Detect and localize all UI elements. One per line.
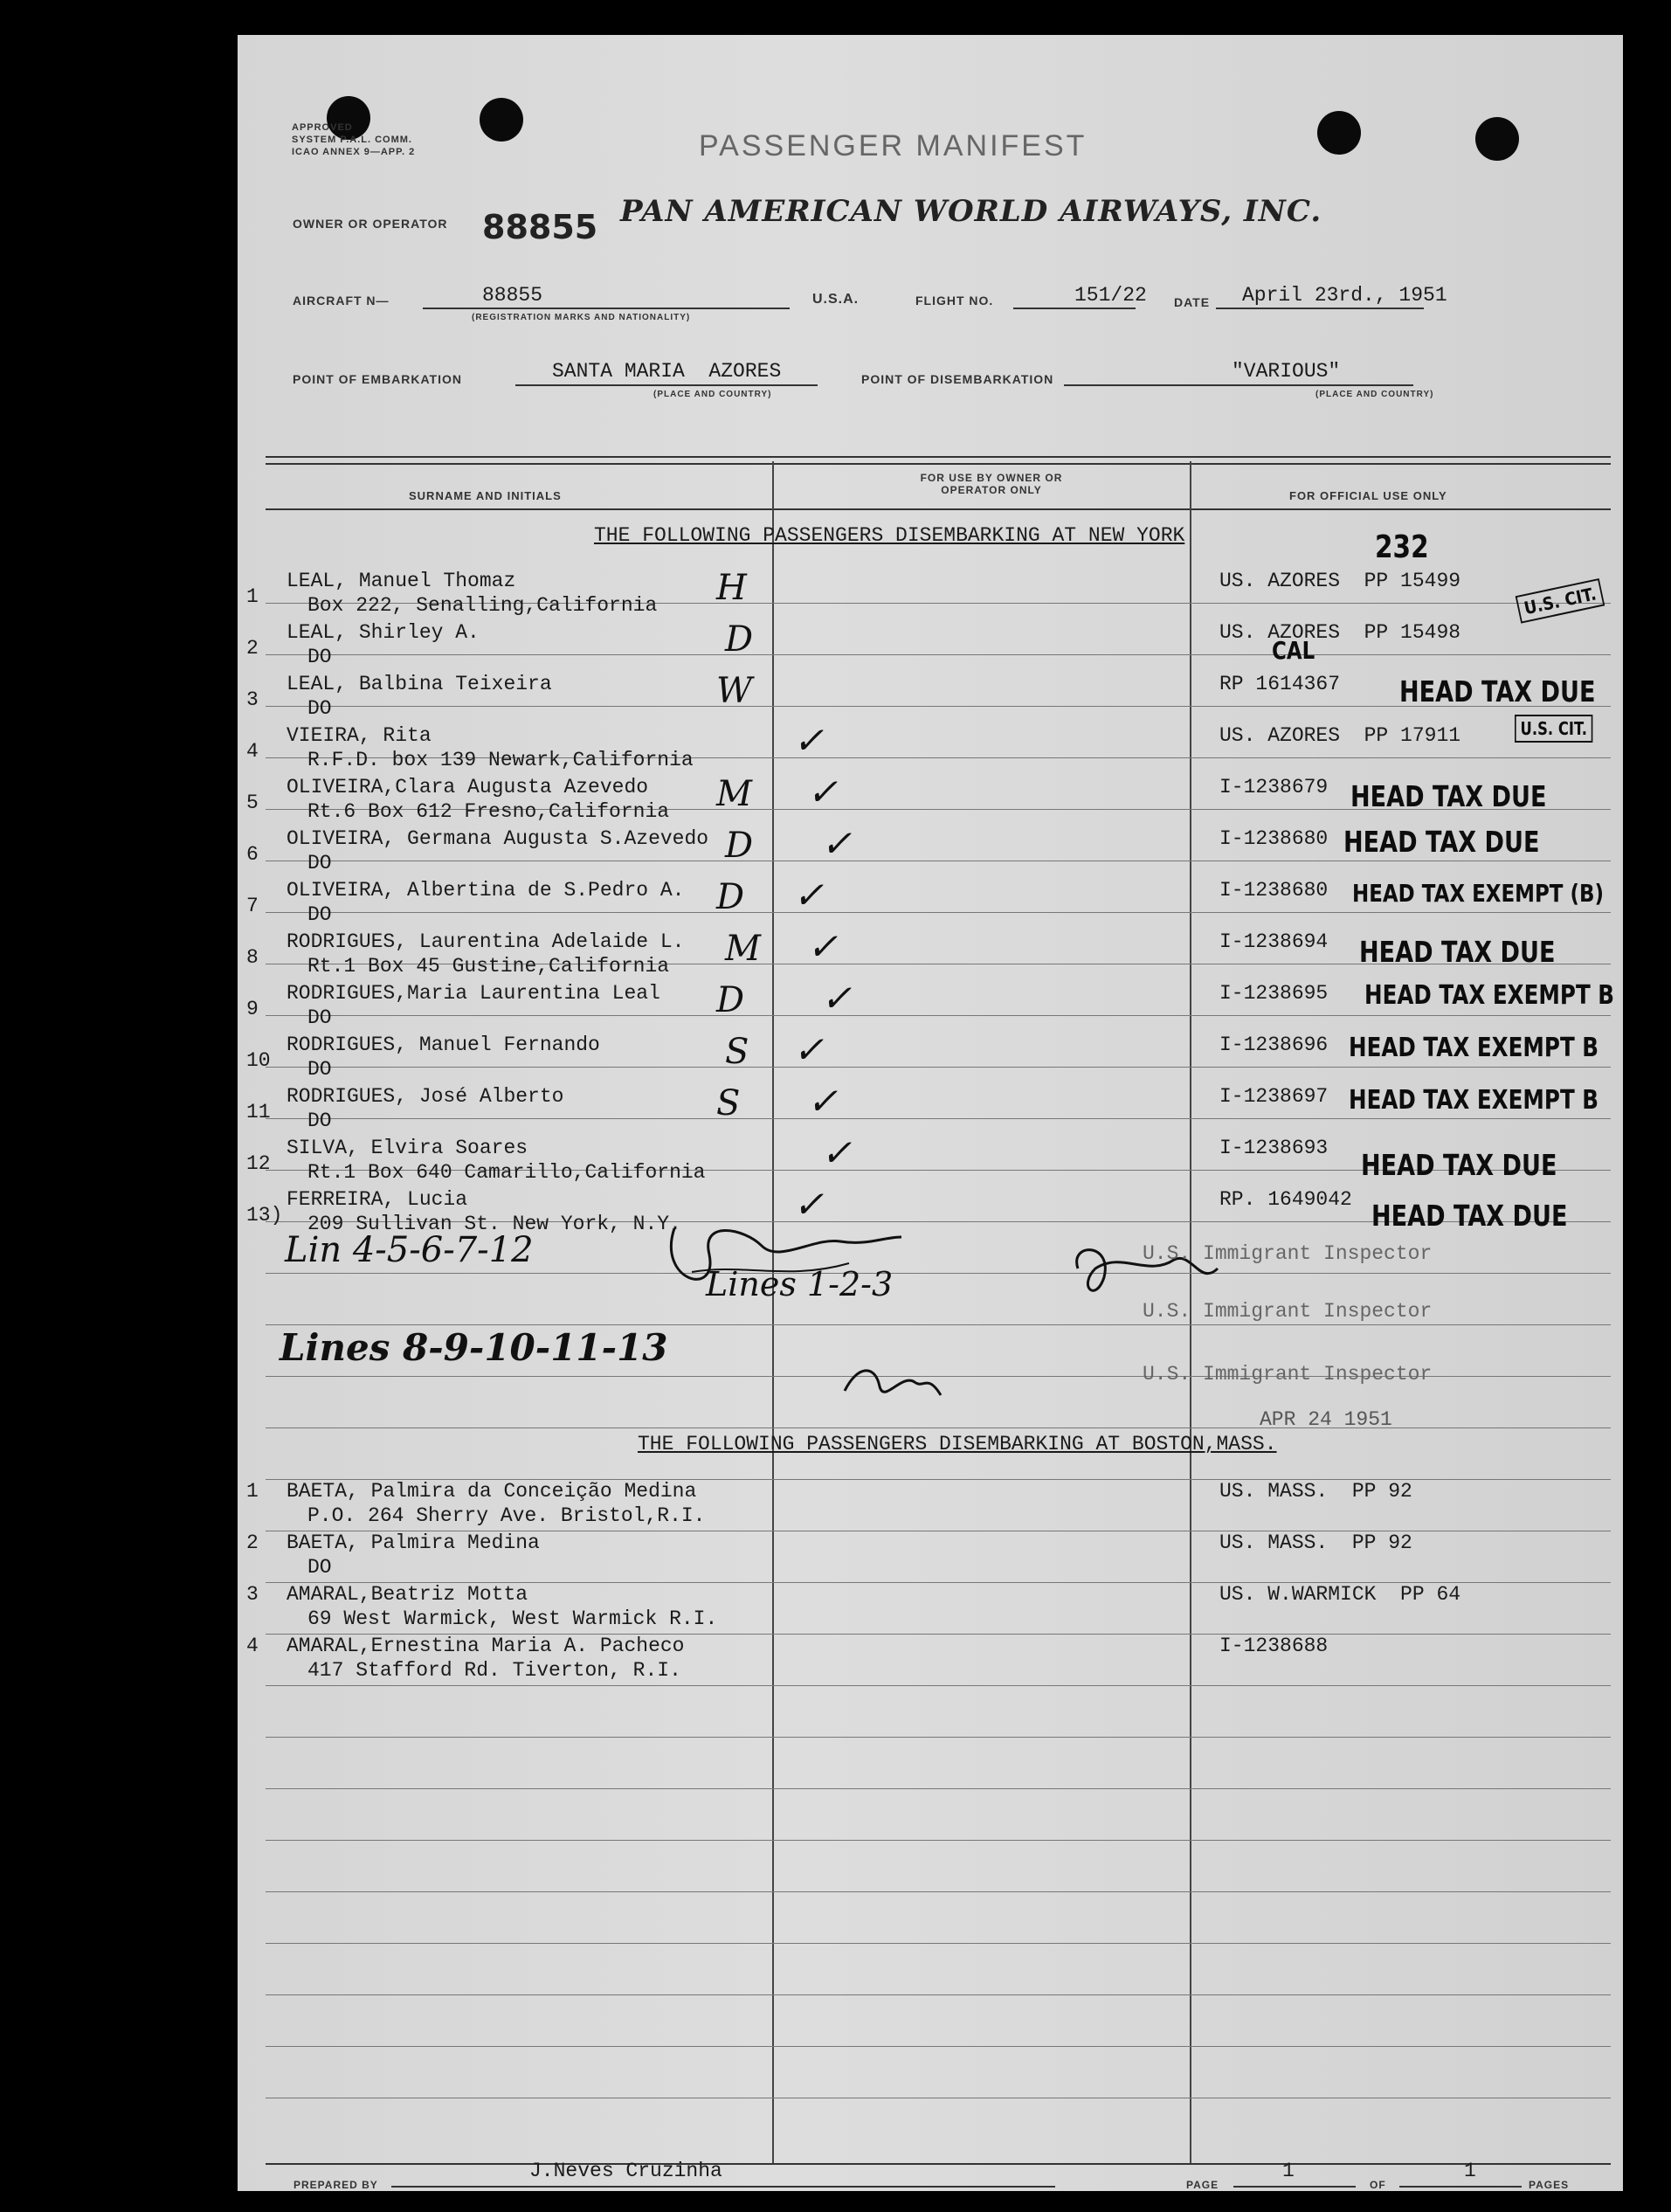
passenger-name: VIEIRA, Rita: [287, 724, 432, 747]
passenger-name: OLIVEIRA,Clara Augusta Azevedo: [287, 776, 649, 798]
approval-line-2: SYSTEM P.A.L. COMM.: [292, 135, 412, 145]
row-number: 2: [246, 637, 259, 660]
row-number: 13): [246, 1204, 283, 1227]
row-number: 3: [246, 688, 259, 711]
ruled-line: [266, 1685, 1611, 1686]
official-entry: US. AZORES PP 17911: [1219, 724, 1461, 747]
owner-value: PAN AMERICAN WORLD AIRWAYS, INC.: [620, 194, 1322, 229]
passenger-address: DO: [307, 646, 332, 668]
column-header-surname: SURNAME AND INITIALS: [409, 489, 562, 502]
official-entry: I-1238695: [1219, 982, 1329, 1005]
manifest-sheet: [238, 35, 1623, 2191]
ruled-line: [266, 1737, 1611, 1738]
header-bottom-rule: [266, 508, 1611, 510]
row-number: 9: [246, 998, 259, 1020]
passenger-address: Rt.1 Box 640 Camarillo,California: [307, 1161, 706, 1184]
check-mark-icon: ✓: [793, 719, 825, 762]
ruled-line: [266, 1943, 1611, 1944]
official-entry: I-1238696: [1219, 1033, 1329, 1056]
handwritten-mark: H: [716, 568, 747, 608]
official-entry: I-1238680: [1219, 827, 1329, 850]
official-stamp: U.S. CIT.: [1515, 715, 1592, 743]
section-ny-heading: THE FOLLOWING PASSENGERS DISEMBARKING AT NEW YORK: [594, 524, 1185, 547]
ruled-line: [266, 1067, 1611, 1068]
passenger-name: RODRIGUES, Manuel Fernando: [287, 1033, 600, 1056]
aircraft-underline: [423, 308, 790, 309]
flight-label: FLIGHT NO.: [915, 294, 994, 308]
passenger-address: DO: [307, 1058, 332, 1081]
annotation-lines-1: Lin 4-5-6-7-12: [285, 1230, 534, 1270]
passenger-address: Rt.1 Box 45 Gustine,California: [307, 955, 670, 978]
official-entry: US. W.WARMICK PP 64: [1219, 1583, 1461, 1606]
official-entry: US. MASS. PP 92: [1219, 1480, 1412, 1503]
inspector-stamp-2: U.S. Immigrant Inspector: [1143, 1300, 1433, 1323]
passenger-address: 417 Stafford Rd. Tiverton, R.I.: [307, 1659, 681, 1682]
ruled-line: [266, 1118, 1611, 1119]
ruled-line: [266, 1273, 1611, 1274]
annotation-lines-3: Lines 8-9-10-11-13: [280, 1326, 668, 1369]
official-stamp: CAL: [1272, 636, 1315, 665]
embark-value: SANTA MARIA AZORES: [552, 360, 782, 383]
passenger-address: DO: [307, 1109, 332, 1132]
passenger-name: AMARAL,Beatriz Motta: [287, 1583, 528, 1606]
ruled-line: [266, 1891, 1611, 1892]
row-number: 8: [246, 946, 259, 969]
row-number: 1: [246, 585, 259, 608]
row-number: 12: [246, 1152, 271, 1175]
official-entry: I-1238694: [1219, 930, 1329, 953]
row-number: 4: [246, 740, 259, 763]
embark-sub: (PLACE AND COUNTRY): [653, 390, 772, 399]
check-mark-icon: ✓: [821, 977, 853, 1020]
official-stamp: HEAD TAX DUE: [1361, 1148, 1557, 1182]
official-stamp: HEAD TAX DUE: [1399, 674, 1596, 709]
passenger-address: 69 West Warmick, West Warmick R.I.: [307, 1607, 718, 1630]
punch-hole: [1317, 111, 1361, 155]
passenger-name: BAETA, Palmira da Conceição Medina: [287, 1480, 697, 1503]
official-entry: I-1238679: [1219, 776, 1329, 798]
official-stamp: HEAD TAX EXEMPT B: [1364, 980, 1615, 1011]
row-number: 7: [246, 895, 259, 917]
check-mark-icon: ✓: [793, 1183, 825, 1226]
passenger-name: RODRIGUES, Laurentina Adelaide L.: [287, 930, 685, 953]
passenger-name: OLIVEIRA, Germana Augusta S.Azevedo: [287, 827, 709, 850]
handwritten-mark: M: [716, 774, 752, 814]
owner-label: OWNER OR OPERATOR: [293, 217, 448, 231]
passenger-name: LEAL, Manuel Thomaz: [287, 570, 516, 592]
official-stamp: HEAD TAX EXEMPT B: [1349, 1085, 1599, 1116]
of-label: OF: [1370, 2179, 1386, 2191]
of-value: 1: [1464, 2160, 1476, 2182]
check-mark-icon: ✓: [793, 874, 825, 916]
passenger-name: AMARAL,Ernestina Maria A. Pacheco: [287, 1635, 685, 1657]
ruled-line: [266, 654, 1611, 655]
section-boston-heading: THE FOLLOWING PASSENGERS DISEMBARKING AT BOSTON,MASS.: [638, 1433, 1277, 1455]
handwritten-mark: S: [725, 1032, 749, 1072]
date-label: DATE: [1174, 295, 1211, 309]
passenger-address: Rt.6 Box 612 Fresno,California: [307, 800, 670, 823]
stamp-date: APR 24 1951: [1260, 1408, 1392, 1431]
annotation-lines-2: Lines 1-2-3: [706, 1265, 894, 1303]
ruled-line: [266, 1427, 1611, 1428]
passenger-address: DO: [307, 903, 332, 926]
row-number: 10: [246, 1049, 271, 1072]
ruled-line: [266, 1015, 1611, 1016]
official-entry: US. MASS. PP 92: [1219, 1531, 1412, 1554]
official-entry: I-1238680: [1219, 879, 1329, 902]
ruled-line: [266, 1994, 1611, 1995]
passenger-name: LEAL, Balbina Teixeira: [287, 673, 552, 695]
approval-line-3: ICAO ANNEX 9—APP. 2: [292, 147, 416, 157]
column-header-owner: FOR USE BY OWNER OR OPERATOR ONLY: [920, 472, 1063, 496]
passenger-address: DO: [307, 1556, 332, 1579]
handwritten-mark: M: [725, 929, 761, 969]
passenger-address: R.F.D. box 139 Newark,California: [307, 749, 694, 771]
table-top-rule-2: [266, 463, 1611, 465]
punch-hole: [480, 98, 523, 142]
passenger-name: FERREIRA, Lucia: [287, 1188, 468, 1211]
disembark-underline: [1064, 384, 1413, 386]
column-header-official: FOR OFFICIAL USE ONLY: [1289, 489, 1447, 502]
pages-label: PAGES: [1529, 2179, 1570, 2191]
section-ny-stamp: 232: [1375, 529, 1429, 565]
page-value: 1: [1282, 2160, 1295, 2182]
column-divider-1: [772, 461, 774, 2165]
page-label: PAGE: [1186, 2179, 1219, 2191]
punch-hole: [1475, 117, 1519, 161]
passenger-address: Box 222, Senalling,California: [307, 594, 658, 617]
disembark-label: POINT OF DISEMBARKATION: [861, 372, 1054, 386]
row-number: 5: [246, 791, 259, 814]
official-entry: I-1238688: [1219, 1635, 1329, 1657]
check-mark-icon: ✓: [821, 1131, 853, 1174]
official-stamp: HEAD TAX DUE: [1343, 825, 1540, 859]
official-stamp: HEAD TAX EXEMPT B: [1349, 1033, 1599, 1063]
check-mark-icon: ✓: [807, 925, 839, 968]
ruled-line: [266, 1324, 1611, 1325]
prepared-underline: [391, 2186, 1055, 2188]
table-bottom-rule: [266, 2163, 1611, 2165]
passenger-name: RODRIGUES, José Alberto: [287, 1085, 564, 1108]
handwritten-mark: D: [725, 826, 754, 866]
handwritten-mark: D: [725, 619, 754, 660]
passenger-name: OLIVEIRA, Albertina de S.Pedro A.: [287, 879, 685, 902]
row-number: 1: [246, 1480, 259, 1503]
ruled-line: [266, 2046, 1611, 2047]
of-underline: [1399, 2186, 1522, 2188]
official-stamp: HEAD TAX DUE: [1359, 935, 1556, 969]
date-value: April 23rd., 1951: [1242, 284, 1447, 307]
official-stamp: HEAD TAX DUE: [1350, 779, 1547, 813]
handwritten-mark: S: [716, 1083, 741, 1123]
approval-line-1: APPROVED: [292, 122, 353, 133]
handwritten-mark: W: [716, 671, 753, 711]
ruled-line: [266, 912, 1611, 913]
passenger-address: 209 Sullivan St. New York, N.Y.: [307, 1213, 681, 1235]
inspector-stamp-3: U.S. Immigrant Inspector: [1143, 1363, 1433, 1386]
row-number: 4: [246, 1635, 259, 1657]
passenger-name: SILVA, Elvira Soares: [287, 1137, 528, 1159]
disembark-sub: (PLACE AND COUNTRY): [1315, 390, 1434, 399]
passenger-name: RODRIGUES,Maria Laurentina Leal: [287, 982, 660, 1005]
row-number: 2: [246, 1531, 259, 1554]
passenger-name: BAETA, Palmira Medina: [287, 1531, 540, 1554]
flight-value: 151/22: [1074, 284, 1147, 307]
date-underline: [1216, 308, 1424, 309]
aircraft-value: 88855: [482, 284, 543, 307]
prepared-label: PREPARED BY: [293, 2179, 378, 2191]
page-title: PASSENGER MANIFEST: [699, 129, 1088, 162]
check-mark-icon: ✓: [793, 1028, 825, 1071]
row-number: 11: [246, 1101, 271, 1123]
official-entry: US. AZORES PP 15498: [1219, 621, 1461, 644]
flight-underline: [1013, 308, 1136, 309]
check-mark-icon: ✓: [821, 822, 853, 865]
official-entry: US. AZORES PP 15499: [1219, 570, 1461, 592]
official-stamp: HEAD TAX DUE: [1371, 1199, 1568, 1233]
aircraft-label: AIRCRAFT N—: [293, 294, 390, 308]
disembark-value: "VARIOUS": [1232, 360, 1341, 383]
inspector-stamp-1: U.S. Immigrant Inspector: [1143, 1242, 1433, 1265]
punch-hole: [327, 96, 370, 140]
handwritten-mark: D: [716, 980, 745, 1020]
official-entry: I-1238693: [1219, 1137, 1329, 1159]
passenger-address: DO: [307, 852, 332, 874]
embark-underline: [515, 384, 818, 386]
check-mark-icon: ✓: [807, 771, 839, 813]
row-number: 6: [246, 843, 259, 866]
embark-label: POINT OF EMBARKATION: [293, 372, 462, 386]
table-top-rule: [266, 456, 1611, 458]
official-entry: I-1238697: [1219, 1085, 1329, 1108]
check-mark-icon: ✓: [807, 1080, 839, 1123]
handwritten-mark: D: [716, 877, 745, 917]
passenger-address: P.O. 264 Sherry Ave. Bristol,R.I.: [307, 1504, 706, 1527]
prepared-value: J.Neves Cruzinha: [529, 2160, 722, 2182]
passenger-address: DO: [307, 1006, 332, 1029]
passenger-name: LEAL, Shirley A.: [287, 621, 480, 644]
aircraft-sub: (REGISTRATION MARKS AND NATIONALITY): [472, 313, 691, 322]
owner-stamp-number: 88855: [482, 208, 598, 246]
official-entry: RP 1614367: [1219, 673, 1341, 695]
signature-3: [840, 1356, 945, 1408]
country: U.S.A.: [812, 292, 860, 307]
page-underline: [1233, 2186, 1356, 2188]
ruled-line: [266, 1788, 1611, 1789]
signature-1: [639, 1211, 910, 1307]
official-stamp: HEAD TAX EXEMPT (B): [1352, 879, 1604, 908]
official-stamp: U.S. CIT.: [1516, 578, 1605, 624]
ruled-line: [266, 1840, 1611, 1841]
passenger-address: DO: [307, 697, 332, 720]
row-number: 3: [246, 1583, 259, 1606]
official-entry: RP. 1649042: [1219, 1188, 1352, 1211]
